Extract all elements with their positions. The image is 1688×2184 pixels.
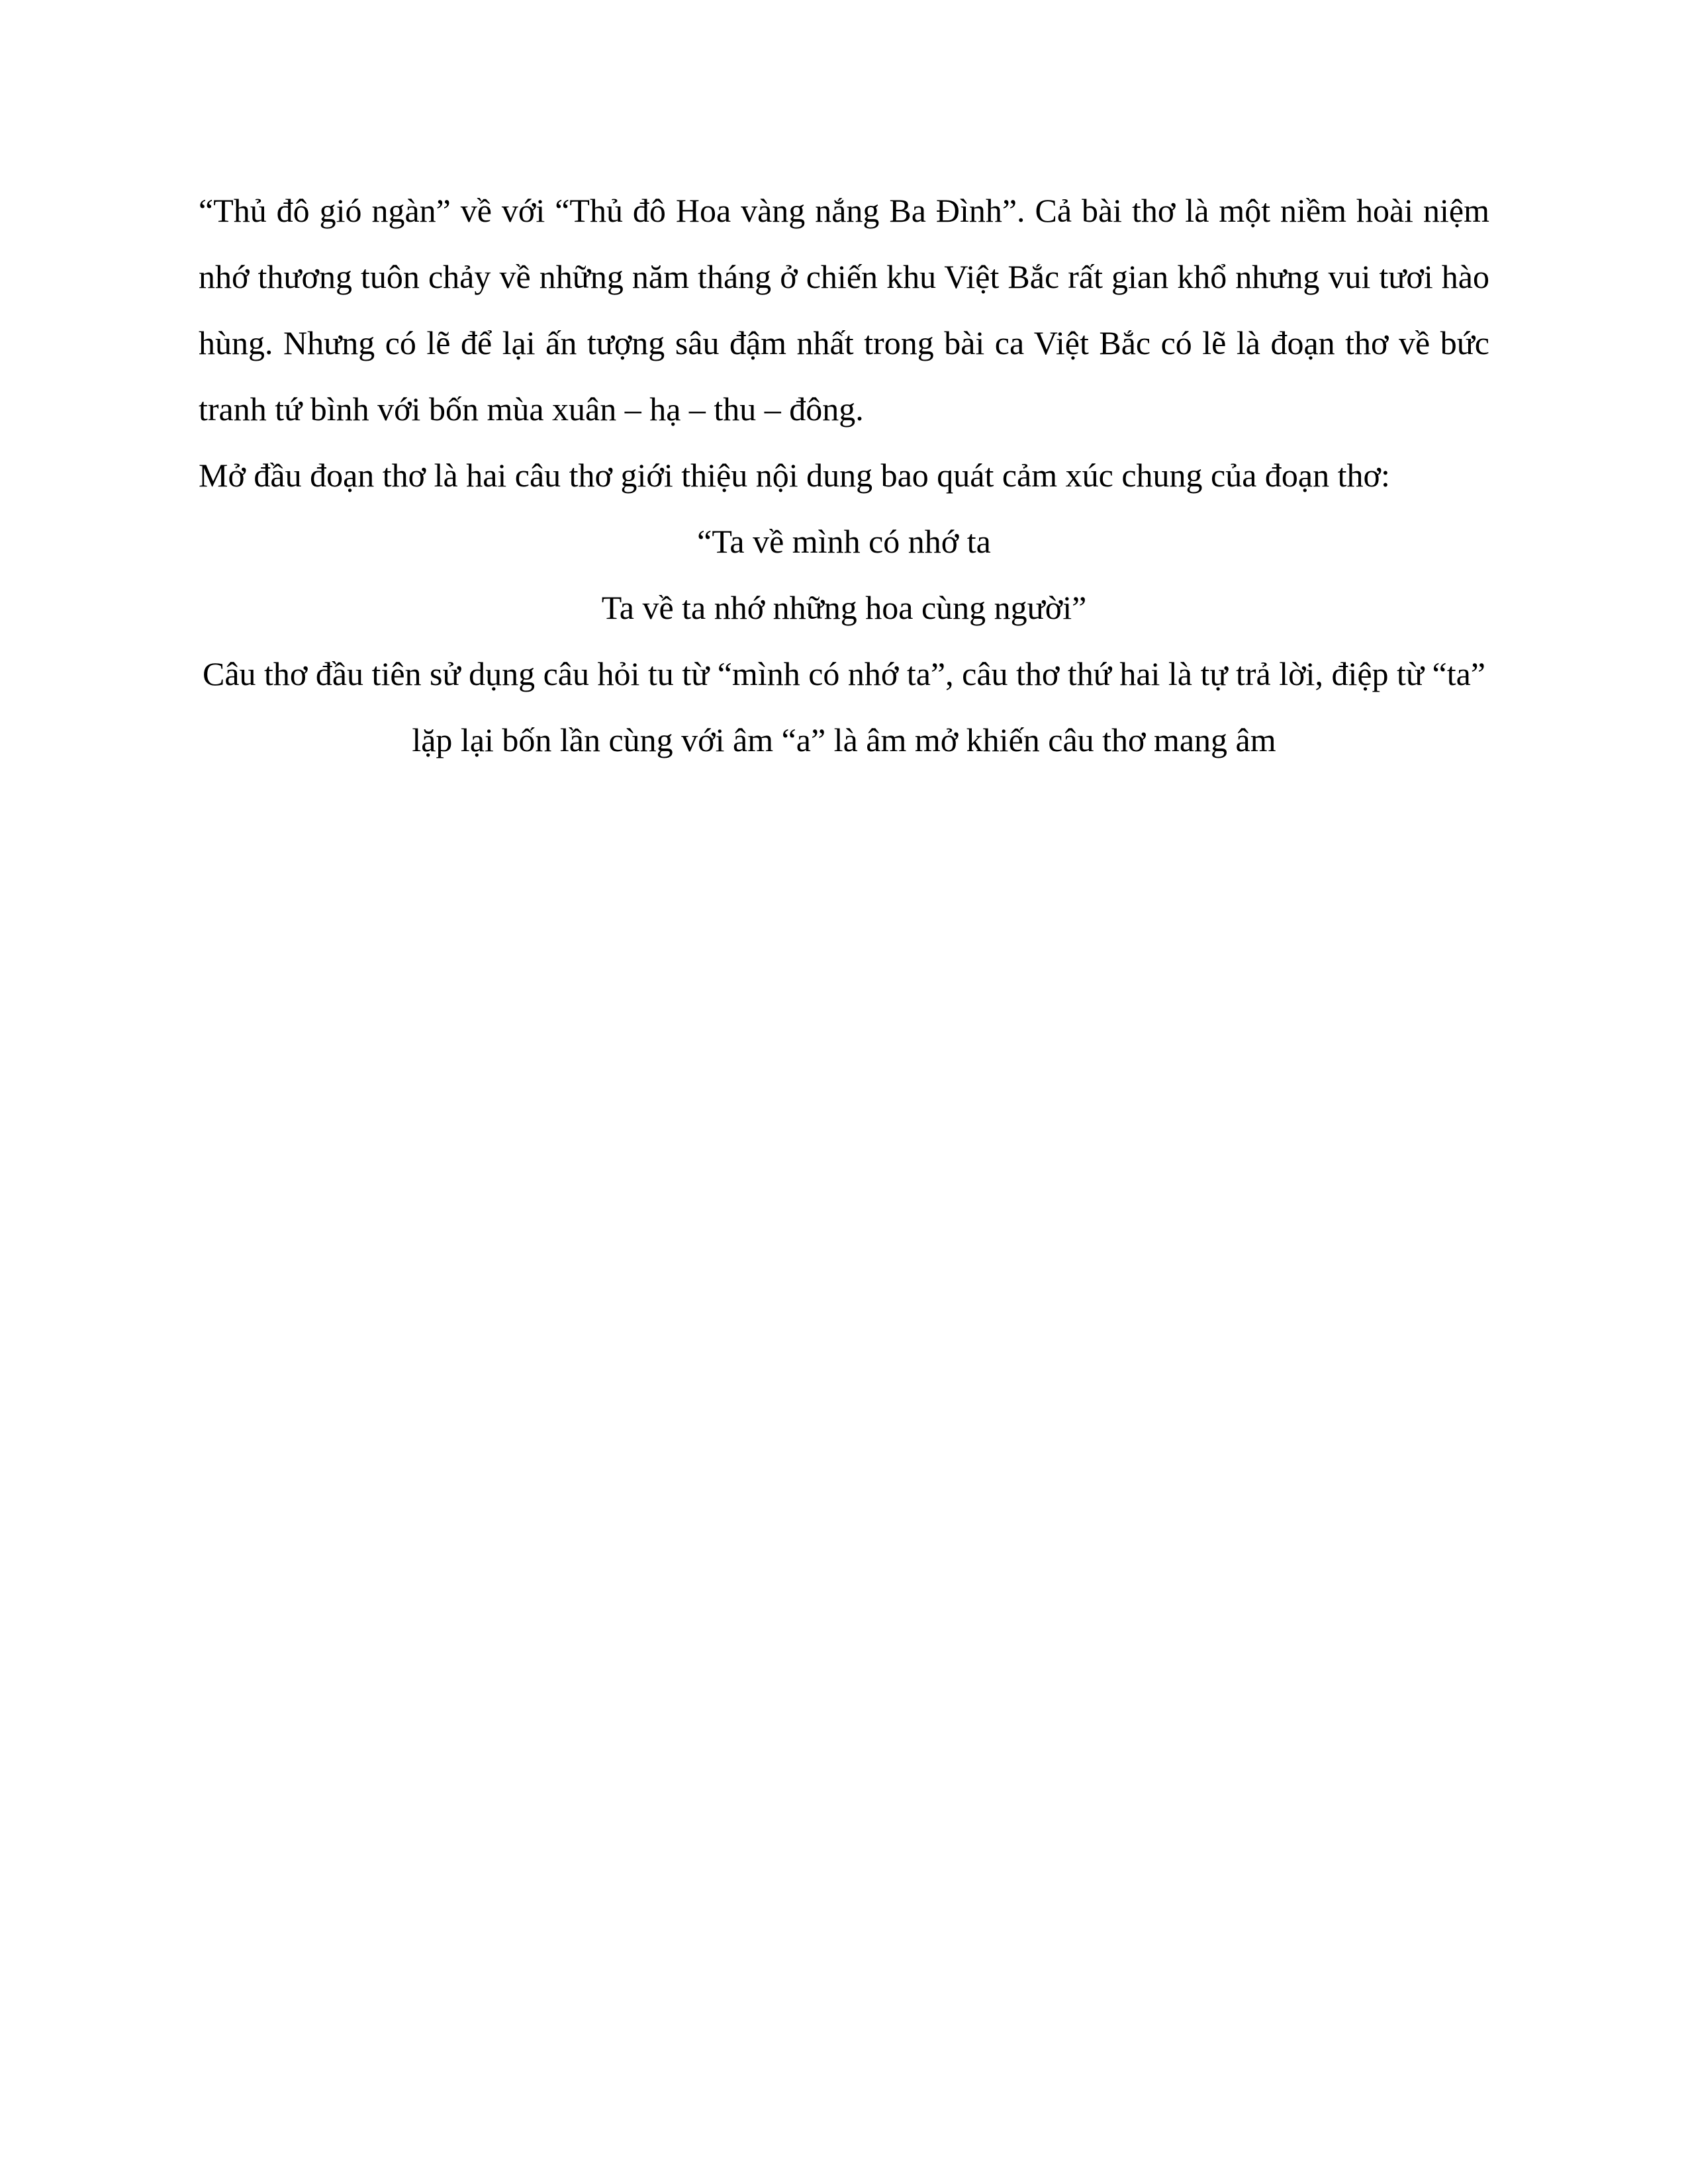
paragraph-intro: “Thủ đô gió ngàn” về với “Thủ đô Hoa vàng nắng Ba Đình”. Cả bài thơ là một niềm hoài niệm nhớ thương tuôn chảy về những năm tháng ở chiến khu Việt Bắc rất gian khổ nhưng vui tươi hào hùng. Nhưng có lẽ để lại ấn tượng sâu đậm nhất trong bài ca Việt Bắc có lẽ là đoạn thơ về bức tranh tứ bình với bốn mùa xuân – hạ – thu – đông. bbox=[199, 192, 1489, 428]
poem-line-1: “Ta về mình có nhớ ta bbox=[697, 523, 991, 560]
paragraph-opening: Mở đầu đoạn thơ là hai câu thơ giới thiệu nội dung bao quát cảm xúc chung của đoạn thơ: bbox=[199, 457, 1390, 494]
poem-line-2: Ta về ta nhớ những hoa cùng người” bbox=[601, 589, 1087, 626]
document-body bbox=[199, 177, 1489, 773]
paragraph-analysis: Câu thơ đầu tiên sử dụng câu hỏi tu từ “mình có nhớ ta”, câu thơ thứ hai là tự trả lời, điệp từ “ta” lặp lại bốn lần cùng với âm “a” là âm mở khiến câu thơ mang âm bbox=[202, 655, 1485, 758]
